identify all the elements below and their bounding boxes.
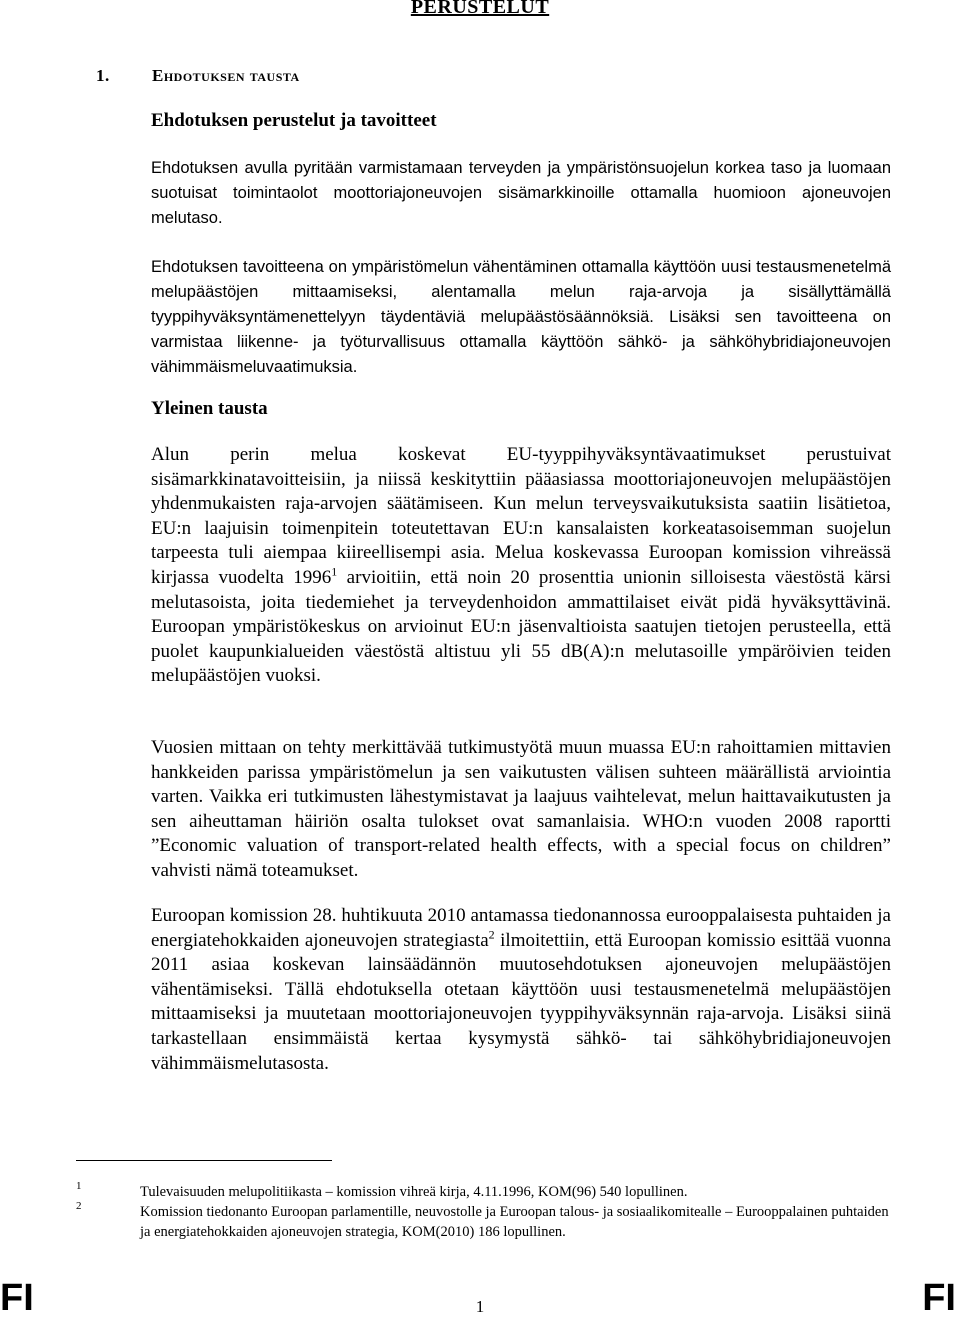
subheading-background: Yleinen tausta bbox=[151, 398, 268, 419]
paragraph-background-3-text-a: Euroopan komission 28. huhtikuuta 2010 antamassa tiedonannossa eurooppalaisesta puhtaiden ja energiatehokkaiden ajoneuvojen strategiasta bbox=[151, 905, 891, 951]
footnote-text-2: Komission tiedonanto Euroopan parlamentille, neuvostolle ja Euroopan talous- ja sosiaalikomitealle – Eurooppalainen puhtaiden ja energiatehokkaiden ajoneuvojen strategia, KOM(2010) 186 lopullinen. bbox=[140, 1204, 889, 1240]
paragraph-background-3 bbox=[151, 904, 891, 1076]
footer-language-right: FI bbox=[922, 1277, 956, 1319]
footnote-divider bbox=[76, 1160, 332, 1161]
section-heading bbox=[96, 66, 300, 86]
paragraph-background-3-text-b: ilmoitettiin, että Euroopan komissio esittää vuonna 2011 asiaa koskevan lainsäädännön muutosehdotuksen ajoneuvojen melupäästöjen vähentämiseksi. Tällä ehdotuksella otetaan käyttöön uusi testausmenetelmä melupäästöjen mittaamiseksi ja muutetaan moottoriajoneuvojen tyyppihyväksynnän raja-arvoja. Lisäksi siinä tarkastellaan ensimmäistä kertaa kysymystä sähkö- tai sähköhybridiajoneuvojen vähimmäismelutasosta. bbox=[151, 929, 891, 1074]
paragraph-background-1 bbox=[151, 443, 891, 689]
footnote-mark-2: 2 bbox=[76, 1200, 82, 1212]
paragraph-background-1-text-a: Alun perin melua koskevat EU-tyyppihyväksyntävaatimukset perustuivat sisämarkkinatavoitteisiin, ja niissä keskityttiin pääasiassa moottoriajoneuvojen melupäästöjen yhdenmukaisten raja-arvojen säätämiseen. Kun melun terveysvaikutuksista saatiin lisätietoa, EU:n laajuisin toimenpitein toteutettavan EU:n kansalaisten korkeatasoisemman suojelun tarpeesta tuli aiempaa kiireellisempi asia. Melua koskevassa Euroopan komission vihreässä kirjassa vuodelta 1996 bbox=[151, 444, 891, 588]
paragraph-goals-1: Ehdotuksen avulla pyritään varmistamaan terveyden ja ympäristönsuojelun korkea taso ja luomaan suotuisat toimintaolot moottoriajoneuvojen sisämarkkinoille ottamalla huomioon ajoneuvojen melutaso. bbox=[151, 159, 891, 227]
footer-language-left: FI bbox=[0, 1277, 34, 1319]
footnote-ref-2[interactable]: 2 bbox=[488, 927, 495, 942]
paragraph-background-1-text-b: arvioitiin, että noin 20 prosenttia unionin silloisesta väestöstä kärsi melutasoista, joita tiedemiehet ja terveydenhoidon ammattilaiset eivät pidä hyväksyttävinä. Euroopan ympäristökeskus on arvioinut EU:n jäsenvaltioista saatujen tietojen perusteella, että puolet kaupunkialueiden väestöstä altistuu yli 55 dB(A):n melutasoille ympäröivien teiden melupäästöjen vuoksi. bbox=[151, 566, 892, 687]
page-number: 1 bbox=[475, 1297, 485, 1316]
paragraph-background-2: Vuosien mittaan on tehty merkittävää tutkimustyötä muun muassa EU:n rahoittamien mittavien hankkeiden parissa ympäristömelun ja sen vaikutusten välisen suhteen määrällistä arviointia varten. Vaikka eri tutkimusten lähestymistavat ja laajuus vaihtelevat, melun haittavaikutusten ja sen aiheuttaman häiriön osalta tulokset ovat samanlaisia. WHO:n vuoden 2008 raportti ”Economic valuation of transport-related health effects, with a special focus on children” vahvisti nämä toteamukset. bbox=[151, 737, 891, 881]
subheading-goals: Ehdotuksen perustelut ja tavoitteet bbox=[151, 110, 437, 131]
section-number: 1. bbox=[96, 66, 110, 85]
footnote-text-1: Tulevaisuuden melupolitiikasta – komission vihreä kirja, 4.11.1996, KOM(96) 540 lopullinen. bbox=[140, 1184, 688, 1200]
footnote-1 bbox=[76, 1182, 896, 1202]
page-title: PERUSTELUT bbox=[410, 0, 550, 18]
footnote-2 bbox=[76, 1202, 896, 1242]
section-title: Ehdotuksen tausta bbox=[152, 66, 300, 85]
paragraph-goals-2: Ehdotuksen tavoitteena on ympäristömelun vähentäminen ottamalla käyttöön uusi testausmenetelmä melupäästöjen mittaamiseksi, alentamalla melun raja-arvoja ja sisällyttämällä tyyppihyväksyntämenettelyyn täydentäviä melupäästösäännöksiä. Lisäksi sen tavoitteena on varmistaa liikenne- ja työturvallisuus ottamalla käyttöön sähkö- ja sähköhybridiajoneuvojen vähimmäismeluvaatimuksia. bbox=[151, 258, 891, 376]
footnote-mark-1: 1 bbox=[76, 1180, 82, 1192]
footnote-ref-1[interactable]: 1 bbox=[331, 564, 338, 579]
